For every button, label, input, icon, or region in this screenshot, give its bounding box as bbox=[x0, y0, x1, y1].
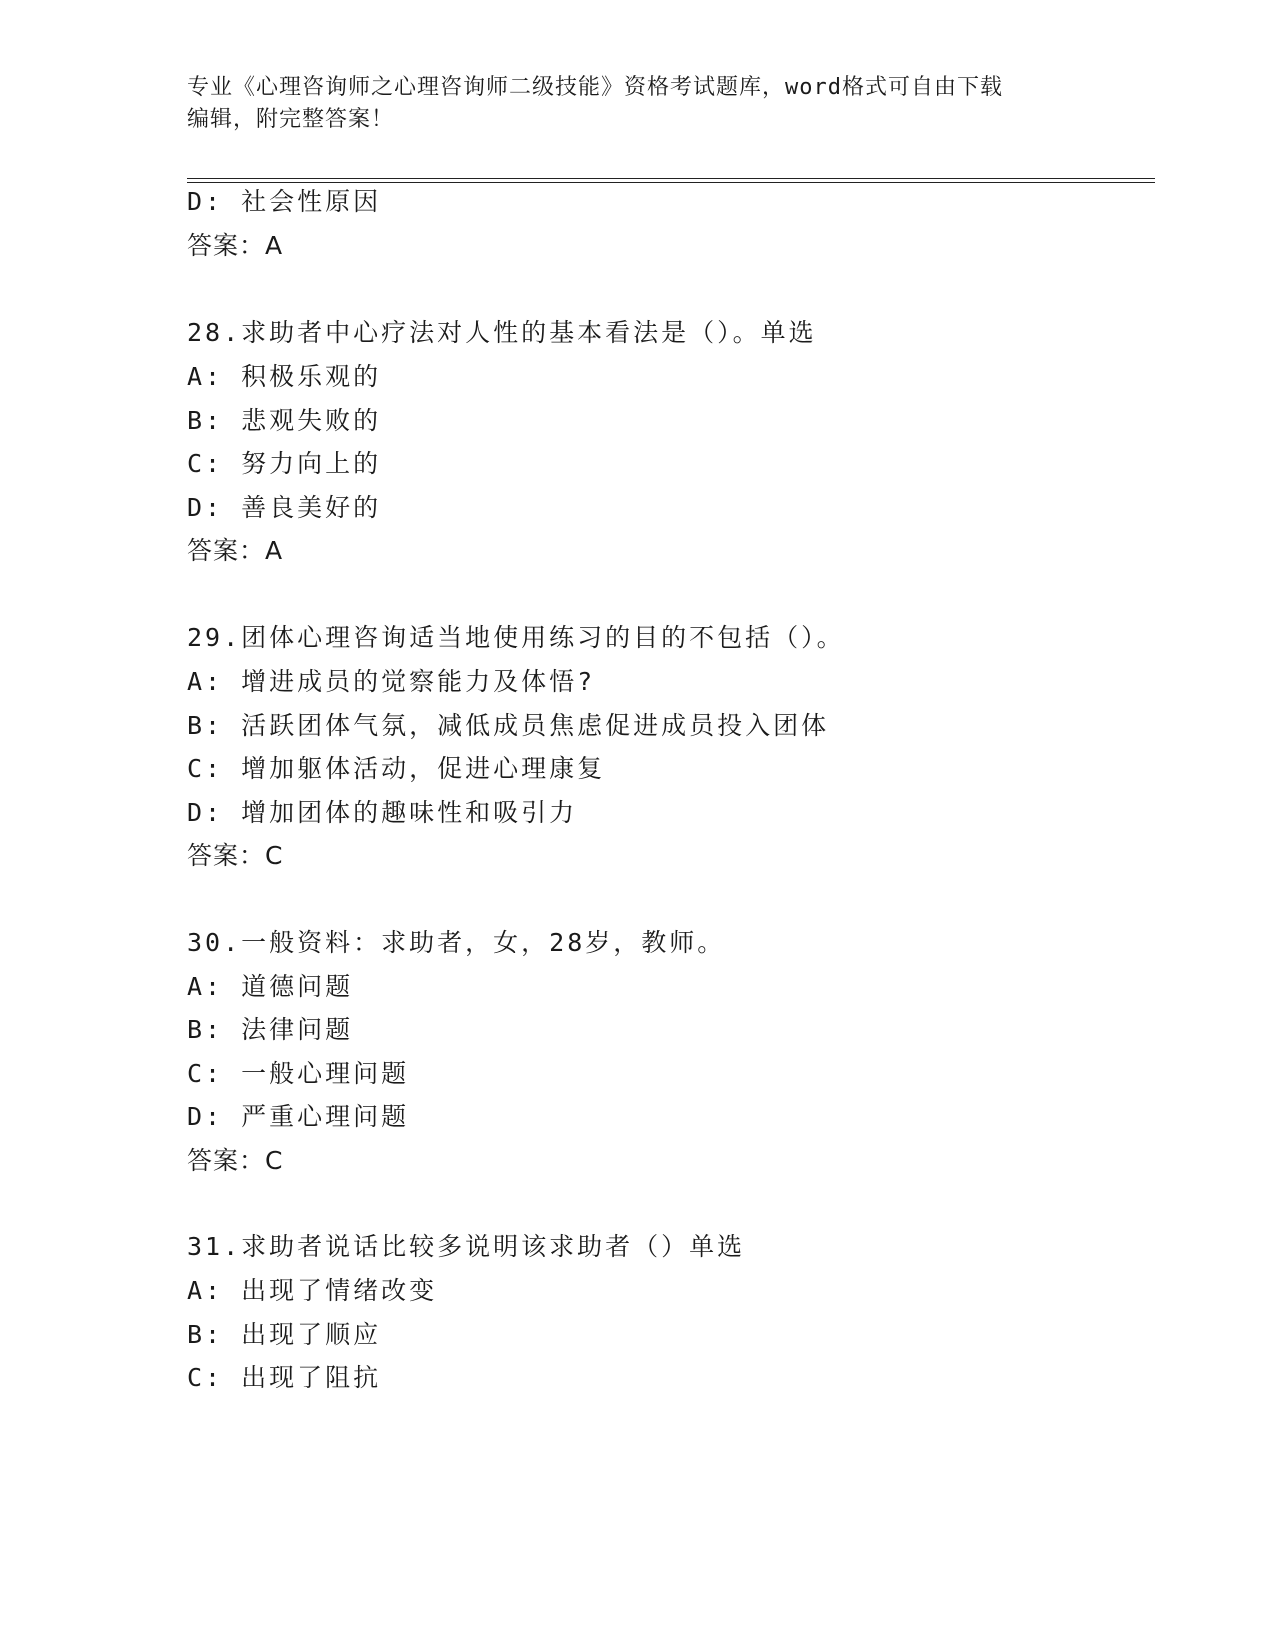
option-d: D: 善良美好的 bbox=[187, 493, 382, 522]
option-c: C: 努力向上的 bbox=[187, 449, 382, 478]
document-header bbox=[187, 72, 1087, 136]
option-b: B: 出现了顺应 bbox=[187, 1320, 382, 1349]
question-stem: 28.求助者中心疗法对人性的基本看法是（）。单选 bbox=[187, 318, 817, 347]
option-a: A: 增进成员的觉察能力及体悟? bbox=[187, 667, 596, 696]
option-b: B: 法律问题 bbox=[187, 1015, 354, 1044]
header-line-1: 专业《心理咨询师之心理咨询师二级技能》资格考试题库，word格式可自由下载 bbox=[187, 75, 1003, 100]
option-b: B: 悲观失败的 bbox=[187, 406, 382, 435]
question-stem: 30.一般资料：求助者，女，28岁，教师。 bbox=[187, 928, 726, 957]
option-a: A: 积极乐观的 bbox=[187, 362, 382, 391]
option-d: D: 增加团体的趣味性和吸引力 bbox=[187, 798, 578, 827]
question-stem: 29.团体心理咨询适当地使用练习的目的不包括（）。 bbox=[187, 623, 845, 652]
header-line-2: 编辑，附完整答案！ bbox=[187, 107, 395, 132]
answer-line: 答案：C bbox=[187, 1146, 284, 1175]
answer-line: 答案：A bbox=[187, 231, 284, 260]
header-divider bbox=[187, 178, 1155, 183]
option-d: D: 严重心理问题 bbox=[187, 1102, 410, 1131]
option-b: B: 活跃团体气氛，减低成员焦虑促进成员投入团体 bbox=[187, 711, 830, 740]
option-a: A: 出现了情绪改变 bbox=[187, 1276, 438, 1305]
question-stem: 31.求助者说话比较多说明该求助者（）单选 bbox=[187, 1232, 746, 1261]
option-d: D: 社会性原因 bbox=[187, 187, 382, 216]
answer-line: 答案：C bbox=[187, 841, 284, 870]
answer-line: 答案：A bbox=[187, 536, 284, 565]
option-c: C: 一般心理问题 bbox=[187, 1059, 410, 1088]
option-c: C: 增加躯体活动，促进心理康复 bbox=[187, 754, 606, 783]
option-a: A: 道德问题 bbox=[187, 972, 354, 1001]
option-c: C: 出现了阻抗 bbox=[187, 1363, 382, 1392]
